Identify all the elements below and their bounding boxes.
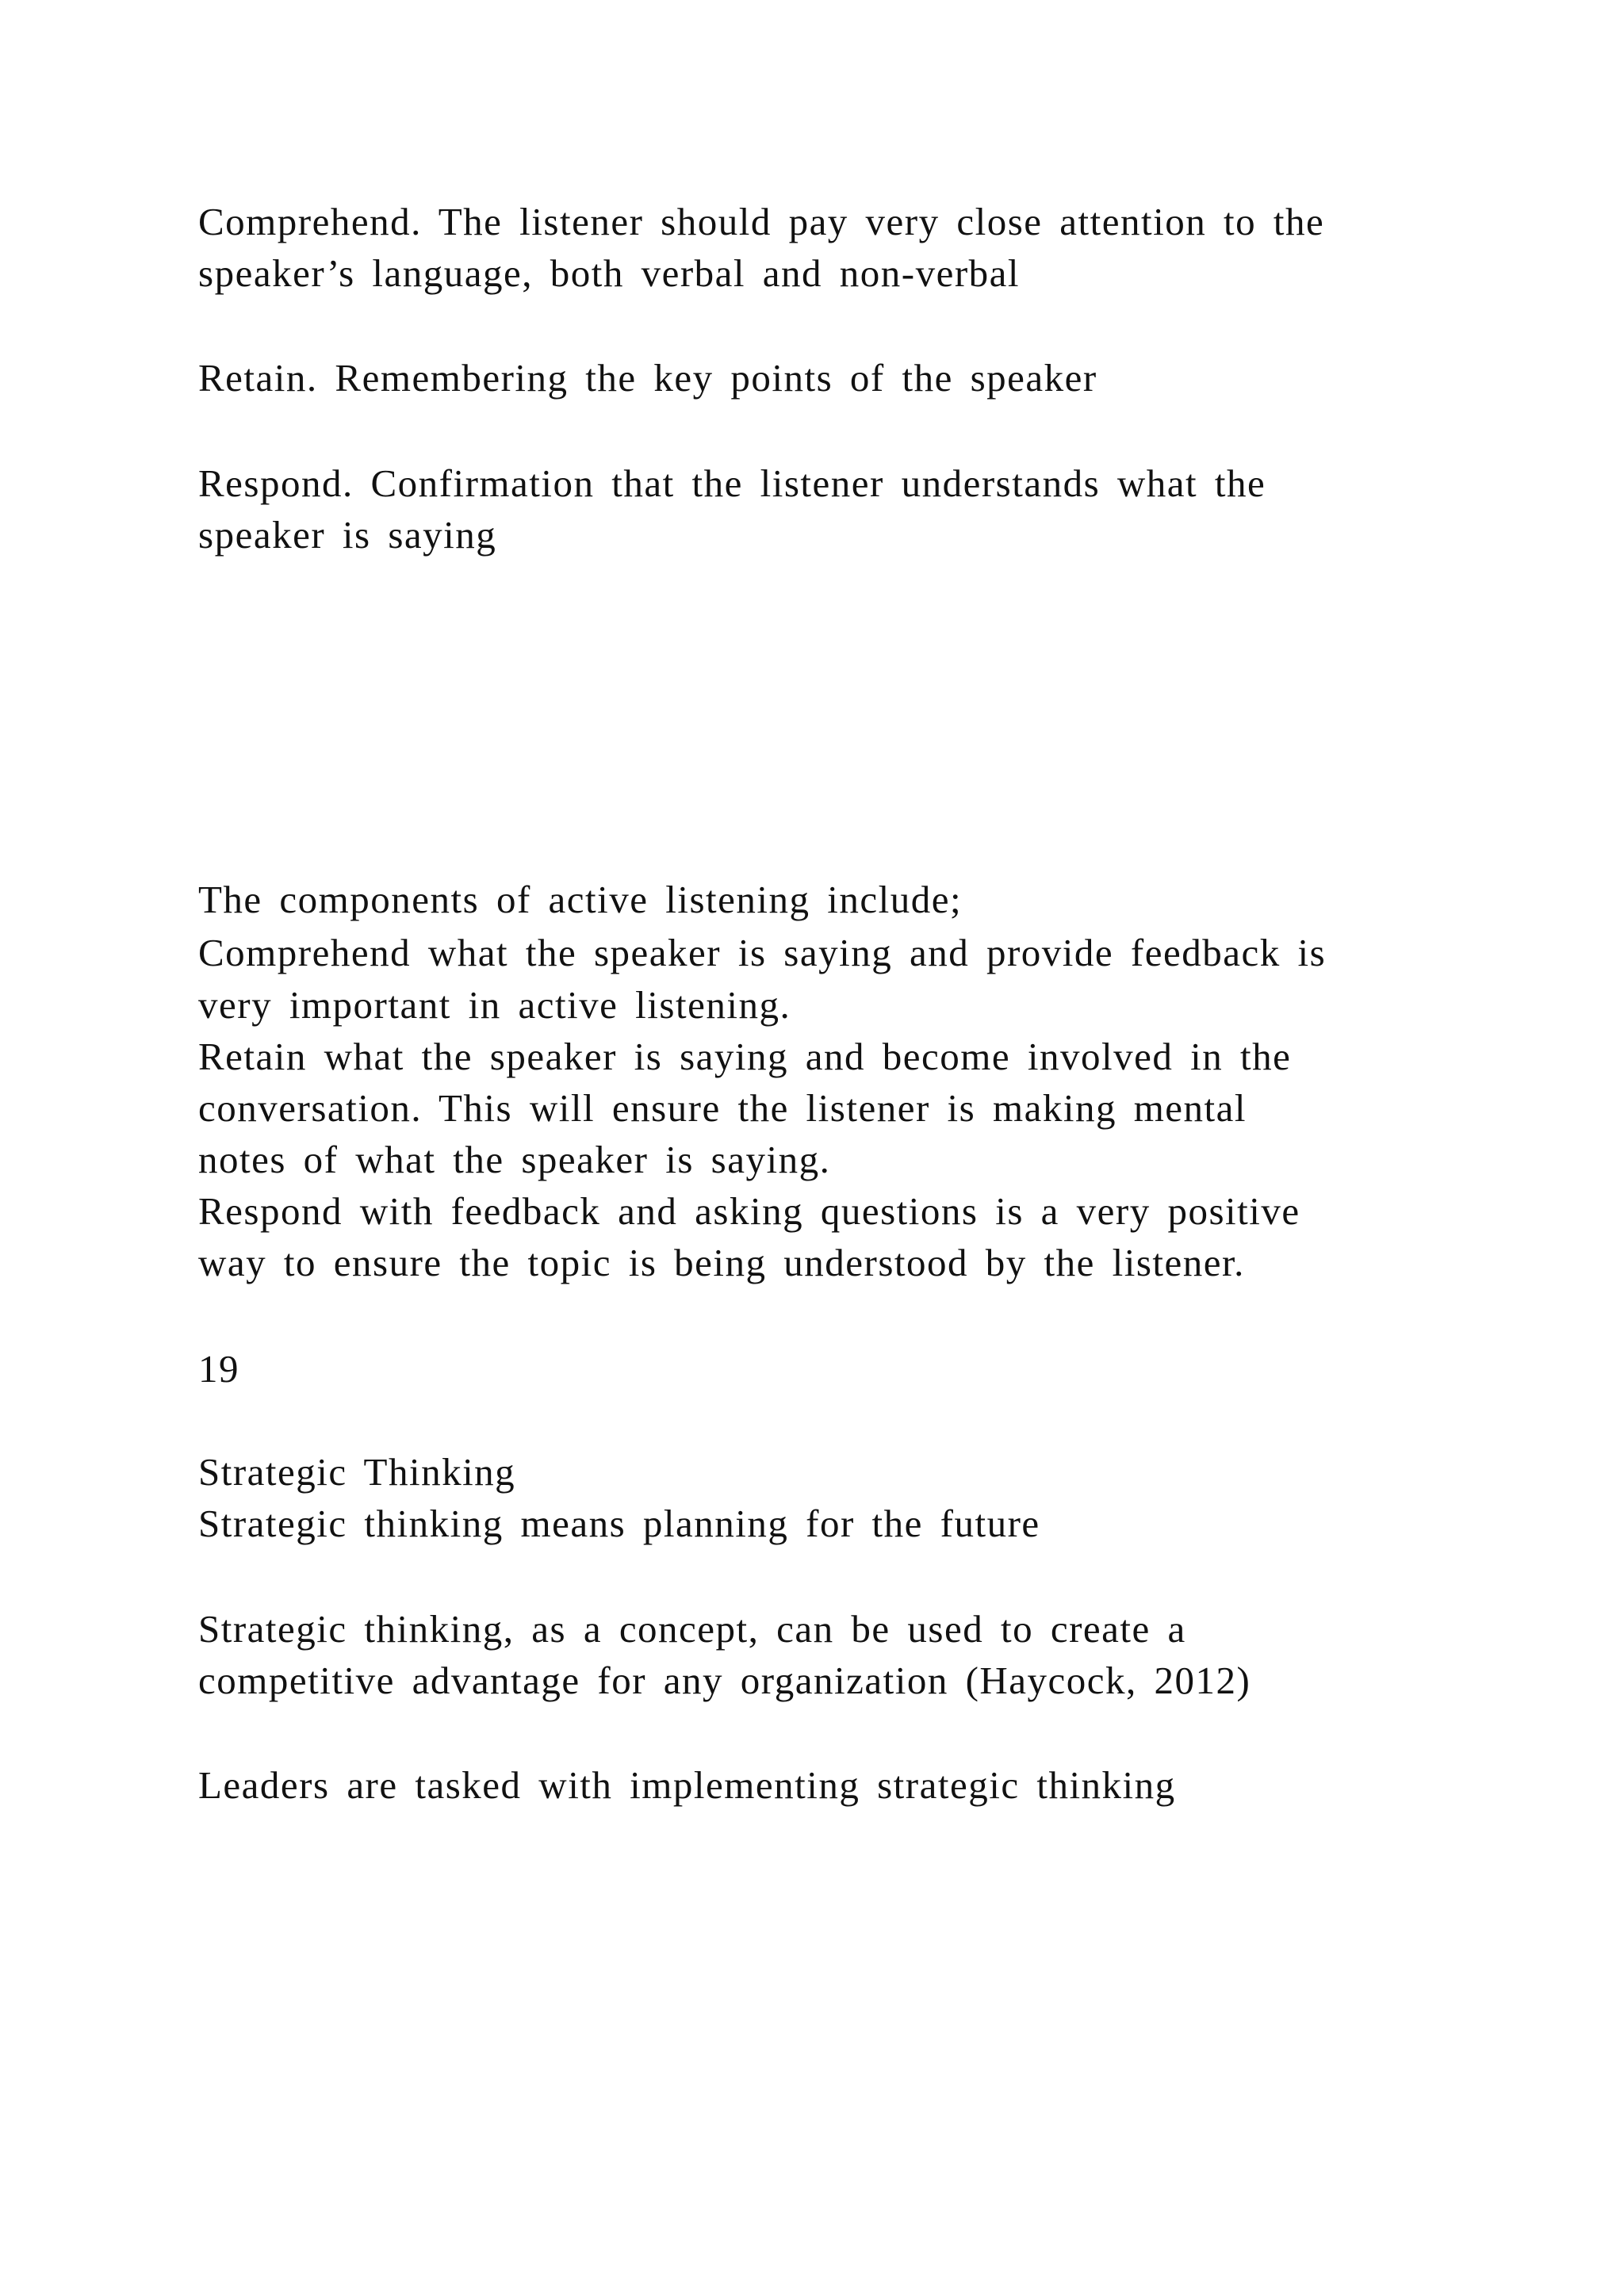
components-line-4: Retain what the speaker is saying and become involved in the — [198, 1035, 1292, 1078]
strategic-concept-line-1: Strategic thinking, as a concept, can be used to create a — [198, 1607, 1186, 1651]
components-line-7: Respond with feedback and asking questions is a very positive — [198, 1189, 1300, 1233]
components-line-3: very important in active listening. — [198, 983, 791, 1027]
leaders-line-1: Leaders are tasked with implementing strategic thinking — [198, 1763, 1176, 1807]
respond-line-2: speaker is saying — [198, 513, 497, 557]
components-line-6: notes of what the speaker is saying. — [198, 1138, 831, 1181]
components-line-2: Comprehend what the speaker is saying and provide feedback is — [198, 931, 1327, 974]
components-line-5: conversation. This will ensure the listener is making mental — [198, 1086, 1247, 1130]
comprehend-line-2: speaker’s language, both verbal and non-verbal — [198, 251, 1021, 295]
comprehend-line-1: Comprehend. The listener should pay very close attention to the — [198, 200, 1325, 243]
slide-number: 19 — [198, 1347, 239, 1391]
components-heading: The components of active listening include; — [198, 878, 963, 921]
strategic-thinking-line-2: Strategic thinking means planning for the future — [198, 1502, 1040, 1545]
strategic-concept-line-2: competitive advantage for any organization (Haycock, 2012) — [198, 1659, 1251, 1702]
components-line-8: way to ensure the topic is being understood by the listener. — [198, 1241, 1245, 1284]
strategic-thinking-title: Strategic Thinking — [198, 1450, 516, 1494]
respond-line-1: Respond. Confirmation that the listener understands what the — [198, 461, 1266, 505]
retain-line-1: Retain. Remembering the key points of the speaker — [198, 356, 1097, 400]
